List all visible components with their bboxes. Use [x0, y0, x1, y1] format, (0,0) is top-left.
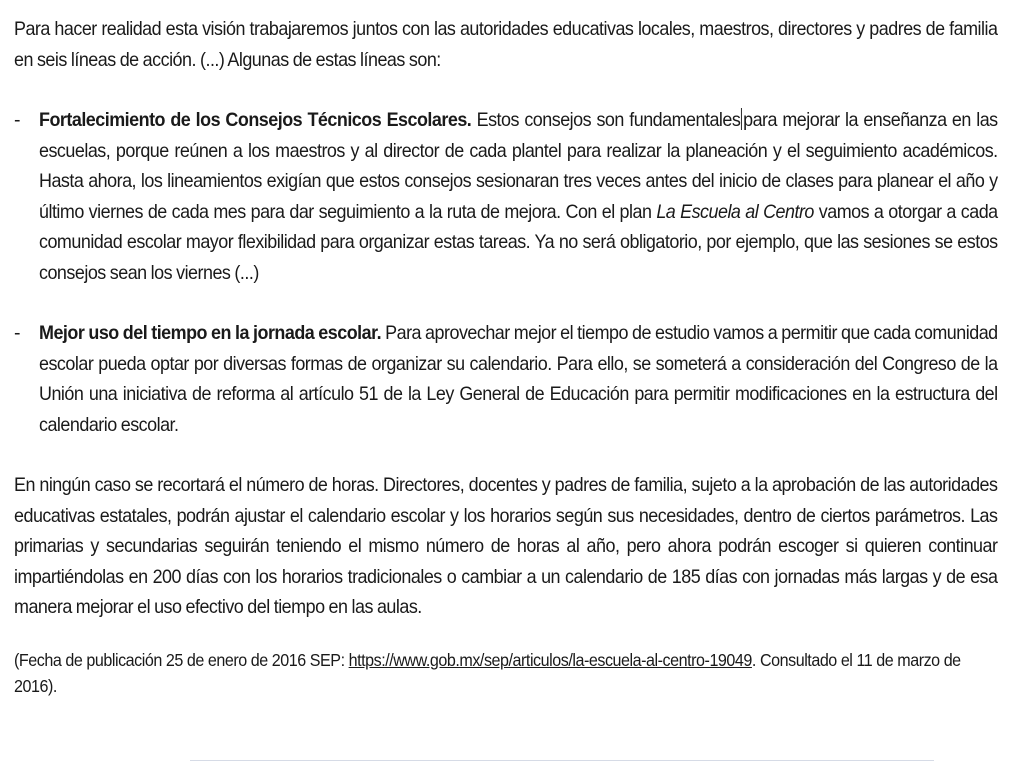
list-item-tiempo	[14, 318, 998, 440]
bullet-title: Mejor uso del tiempo en la jornada escolar.	[39, 322, 382, 344]
bottom-divider	[190, 760, 934, 761]
plan-name: La Escuela al Centro	[656, 200, 814, 223]
bullet-dash: -	[14, 109, 21, 131]
bullet-body-start: Estos consejos son fundamentales	[471, 109, 741, 131]
list-item-consejos	[14, 105, 998, 288]
bullet-dash: -	[14, 322, 21, 344]
bullet-title: Fortalecimiento de los Consejos Técnicos Escolares.	[39, 109, 472, 131]
bullet-body-end: vamos a otorgar a cada comunidad escolar mayor flexibilidad para organizar estas tareas. Ya no será obligatorio, por ejemplo, que las sesiones se estos consejos sean los viernes (...)	[39, 200, 998, 284]
footnote-prefix: (Fecha de publicación 25 de enero de 2016 SEP:	[14, 649, 349, 670]
footnote-suffix: . Consultado el 11 de marzo de 2016).	[14, 649, 961, 696]
spacer	[14, 288, 998, 318]
spacer	[14, 623, 998, 647]
bullet-text	[39, 105, 998, 288]
source-footnote	[14, 647, 997, 699]
bullet-text	[39, 318, 998, 440]
spacer	[14, 440, 998, 470]
document-page	[14, 14, 998, 699]
bullet-body: Para aprovechar mejor el tiempo de estudio vamos a permitir que cada comunidad escolar pueda optar por diversas formas de organizar su calendario. Para ello, se someterá a consideración del Congreso de la Unión una iniciativa de reforma al artículo 51 de la Ley General de Educación para permitir modificaciones en la estructura del calendario escolar.	[39, 322, 998, 436]
intro-paragraph: Para hacer realidad esta visión trabajaremos juntos con las autoridades educativas locales, maestros, directores y padres de familia en seis líneas de acción. (...) Algunas de estas líneas son:	[14, 18, 998, 71]
source-link[interactable]: https://www.gob.mx/sep/articulos/la-escuela-al-centro-19049	[348, 649, 752, 670]
spacer	[14, 75, 998, 105]
bullet-body: para mejorar la enseñanza en las escuelas, porque reúnen a los maestros y al director de cada plantel para realizar la planeación y el seguimiento académicos. Hasta ahora, los lineamientos exigían que estos consejos sesionaran tres veces antes del inicio de clases para planear el año y último viernes de cada mes para dar seguimiento a la ruta de mejora. Con el plan	[39, 109, 998, 223]
closing-paragraph: En ningún caso se recortará el número de horas. Directores, docentes y padres de familia, sujeto a la aprobación de las autoridades educativas estatales, podrán ajustar el calendario escolar y los horarios según sus necesidades, dentro de ciertos parámetros. Las primarias y secundarias seguirán teniendo el mismo número de horas al año, pero ahora podrán escoger si quieren continuar impartiéndolas en 200 días con los horarios tradicionales o cambiar a un calendario de 185 días con jornadas más largas y de esa manera mejorar el uso efectivo del tiempo en las aulas.	[14, 474, 998, 618]
